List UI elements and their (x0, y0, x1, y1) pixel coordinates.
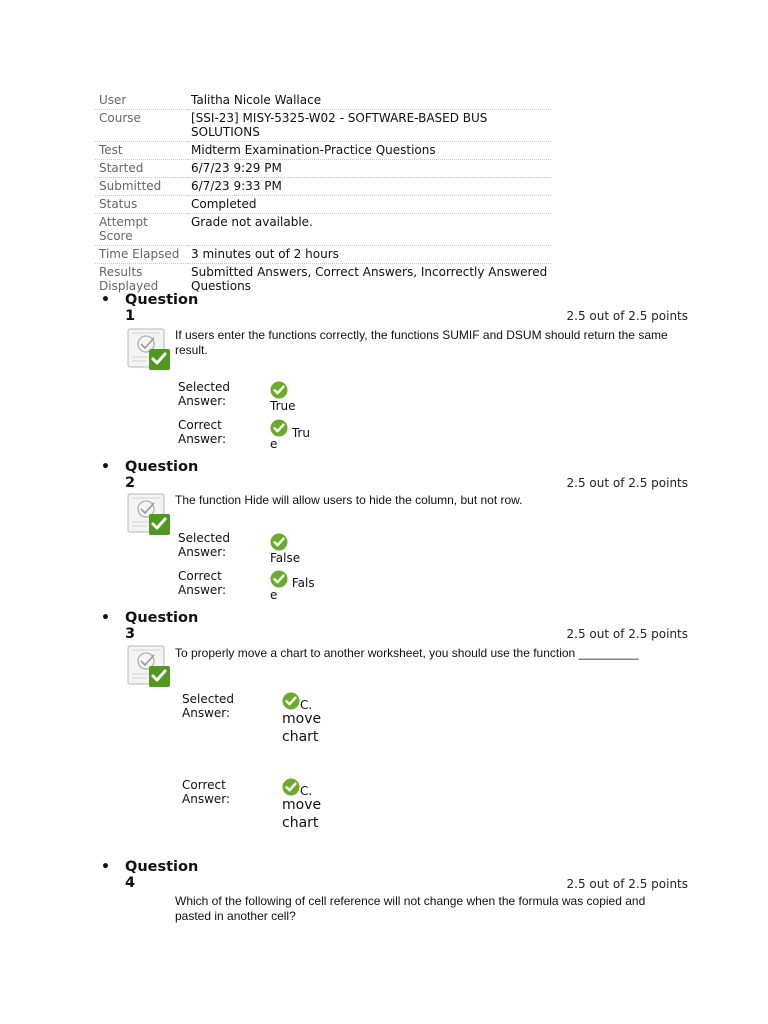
summary-label: Test (95, 142, 188, 160)
question-text: If users enter the functions correctly, the functions SUMIF and DSUM should return the same result. (175, 328, 668, 357)
summary-value: 6/7/23 9:33 PM (188, 178, 551, 196)
correct-answer-prefix: C. (300, 784, 313, 798)
question-title: Question 4 (125, 859, 199, 891)
bullet: • (101, 292, 110, 308)
summary-value: [SSI-23] MISY-5325-W02 - SOFTWARE-BASED BUS SOLUTIONS (188, 110, 551, 142)
selected-answer-prefix: C. (300, 698, 313, 712)
graded-question-icon (127, 327, 171, 371)
summary-label: Time Elapsed (95, 246, 188, 264)
summary-label: Results Displayed (99, 265, 159, 293)
selected-answer (282, 692, 321, 746)
green-check-icon (282, 778, 300, 796)
summary-value: Talitha Nicole Wallace (188, 92, 551, 110)
summary-row (95, 142, 551, 160)
summary-value: Midterm Examination-Practice Questions (188, 142, 551, 160)
green-check-icon (270, 570, 288, 588)
question-points: 2.5 out of 2.5 points (566, 627, 688, 641)
summary-row (95, 196, 551, 214)
summary-row (95, 110, 551, 142)
summary-label: Attempt Score (95, 214, 188, 246)
graded-question-icon (127, 492, 171, 536)
summary-row (95, 214, 551, 246)
green-check-icon (270, 381, 288, 399)
correct-answer-value: Tru (291, 426, 310, 440)
question-text: Which of the following of cell reference will not change when the formula was copied and pasted in another cell? (175, 894, 646, 923)
selected-answer (270, 533, 300, 565)
green-check-icon (282, 692, 300, 710)
question-text: The function Hide will allow users to hide the column, but not row. (175, 493, 523, 507)
summary-label: Started (95, 160, 188, 178)
selected-answer-label: Selected Answer: (182, 692, 235, 720)
summary-label: User (95, 92, 188, 110)
correct-answer-value-wrap: e (270, 437, 278, 451)
summary-row (95, 178, 551, 196)
correct-answer-label: Correct Answer: (182, 778, 231, 806)
correct-answer (270, 419, 310, 451)
question-title: Question 3 (125, 610, 199, 642)
summary-value: Submitted Answers, Correct Answers, Incorrectly Answered Questions (191, 265, 548, 293)
summary-label: Course (95, 110, 188, 142)
question-title: Question 2 (125, 459, 199, 491)
correct-answer (282, 778, 321, 832)
summary-label: Submitted (95, 178, 188, 196)
summary-value: Completed (188, 196, 551, 214)
selected-answer-value: chart (282, 729, 319, 745)
question-title: Question 1 (125, 292, 199, 324)
bullet: • (101, 459, 110, 475)
correct-answer (270, 570, 315, 602)
attempt-summary-table (95, 92, 551, 295)
summary-label: Status (95, 196, 188, 214)
correct-answer-value: chart (282, 815, 319, 831)
selected-answer-value: move (282, 711, 322, 727)
selected-answer-label: Selected Answer: (178, 531, 231, 559)
correct-answer-value-wrap: e (270, 588, 278, 602)
green-check-icon (270, 533, 288, 551)
question-points: 2.5 out of 2.5 points (566, 309, 688, 323)
correct-answer-label: Correct Answer: (178, 569, 227, 597)
summary-value: 6/7/23 9:29 PM (188, 160, 551, 178)
summary-value: 3 minutes out of 2 hours (188, 246, 551, 264)
selected-answer-value: True (270, 399, 296, 413)
correct-answer-value: move (282, 797, 322, 813)
selected-answer-label: Selected Answer: (178, 380, 231, 408)
correct-answer-value: Fals (291, 576, 315, 590)
summary-row (95, 92, 551, 110)
summary-row (95, 160, 551, 178)
selected-answer-value: False (270, 551, 301, 565)
correct-answer-label: Correct Answer: (178, 418, 227, 446)
question-points: 2.5 out of 2.5 points (566, 476, 688, 490)
summary-row (95, 264, 551, 296)
bullet: • (101, 859, 110, 875)
summary-row (95, 246, 551, 264)
summary-value: Grade not available. (188, 214, 551, 246)
question-points: 2.5 out of 2.5 points (566, 877, 688, 891)
graded-question-icon (127, 644, 171, 688)
green-check-icon (270, 419, 288, 437)
bullet: • (101, 610, 110, 626)
selected-answer (270, 381, 296, 413)
question-text: To properly move a chart to another worksheet, you should use the function _________ (175, 646, 639, 660)
